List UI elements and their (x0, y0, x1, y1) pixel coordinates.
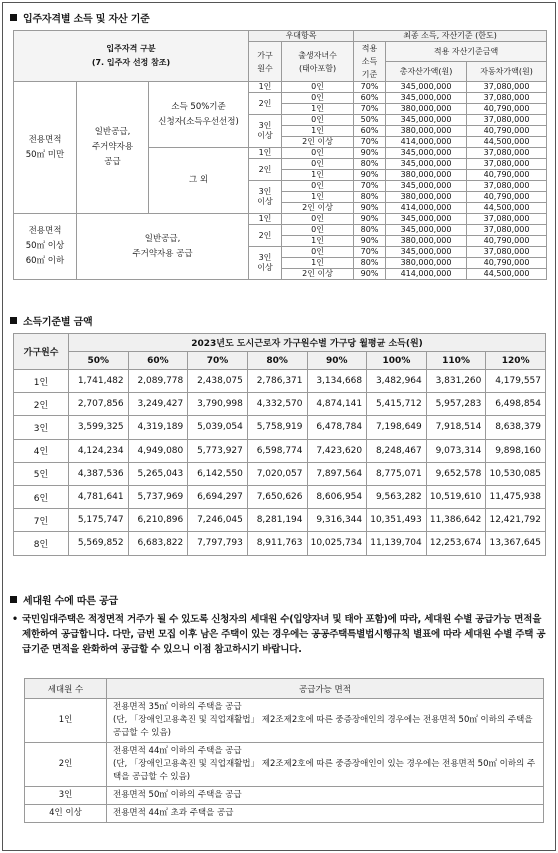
percent-cell: 70% (354, 247, 386, 258)
apply-income-header: 적용소득기준 (354, 42, 386, 82)
hh-cell: 2인 (249, 93, 282, 115)
percent-cell: 70% (354, 104, 386, 115)
table-row (14, 532, 546, 555)
income-cell: 5,265,043 (128, 462, 188, 485)
pref-header: 우대항목 (249, 31, 354, 42)
income-cell: 9,563,282 (367, 485, 427, 508)
area-main-text: 전용면적 50㎡ 이하의 주택을 공급 (113, 790, 242, 800)
income-cell: 12,253,674 (426, 532, 486, 555)
hh-cell: 3인 이상 (249, 115, 282, 148)
percent-header: 90% (307, 352, 367, 370)
children-cell: 0인 (282, 247, 354, 258)
income-cell: 7,797,793 (188, 532, 248, 555)
group-a-priority: 소득 50%기준 신청자(소득우선선정) (149, 82, 249, 148)
area-main-text: 전용면적 35㎡ 이하의 주택을 공급 (113, 702, 242, 712)
children-cell: 0인 (282, 93, 354, 104)
area-note-text: (단, 「장애인고용촉진 및 직업재활법」 제2조제2호에 따른 중증장애인의 경우에는 전용면적 50㎡ 이하의 주택을 공급할 수 있음) (113, 715, 533, 738)
percent-cell: 90% (354, 214, 386, 225)
income-amount-table (13, 333, 546, 556)
members-cell: 4인 이상 (25, 805, 107, 823)
income-cell: 5,175,747 (69, 509, 129, 532)
asset-cell: 414,000,000 (386, 203, 467, 214)
household-cell: 2인 (14, 393, 69, 416)
children-cell: 0인 (282, 159, 354, 170)
children-cell: 0인 (282, 148, 354, 159)
income-cell: 7,020,057 (247, 462, 307, 485)
asset-cell: 380,000,000 (386, 236, 467, 247)
table-row (14, 416, 546, 439)
household-col-header: 가구원수 (14, 334, 69, 370)
income-cell: 10,025,734 (307, 532, 367, 555)
percent-cell: 90% (354, 269, 386, 280)
car-cell: 40,790,000 (467, 258, 547, 269)
income-cell: 4,874,141 (307, 393, 367, 416)
members-cell: 2인 (25, 743, 107, 787)
car-cell: 44,500,000 (467, 137, 547, 148)
car-cell: 37,080,000 (467, 225, 547, 236)
income-cell: 4,387,536 (69, 462, 129, 485)
income-cell: 8,281,194 (247, 509, 307, 532)
income-cell: 2,089,778 (128, 370, 188, 393)
income-cell: 10,519,610 (426, 485, 486, 508)
income-cell: 7,918,514 (426, 416, 486, 439)
percent-cell: 80% (354, 192, 386, 203)
car-cell: 44,500,000 (467, 269, 547, 280)
income-cell: 6,478,784 (307, 416, 367, 439)
table-row (25, 743, 544, 787)
area-cell (107, 743, 544, 787)
income-asset-table (13, 30, 547, 280)
household-cell: 8인 (14, 532, 69, 555)
household-cell: 1인 (14, 370, 69, 393)
car-cell: 40,790,000 (467, 192, 547, 203)
income-cell: 8,248,467 (367, 439, 427, 462)
asset-cell: 345,000,000 (386, 115, 467, 126)
income-cell: 5,415,712 (367, 393, 427, 416)
group-a-area: 전용면적 50㎡ 미만 (14, 82, 77, 214)
income-cell: 7,423,620 (307, 439, 367, 462)
children-cell: 2인 이상 (282, 203, 354, 214)
percent-header: 80% (247, 352, 307, 370)
table-row (25, 787, 544, 805)
income-cell: 5,039,054 (188, 416, 248, 439)
income-cell: 5,758,919 (247, 416, 307, 439)
income-cell: 6,694,297 (188, 485, 248, 508)
income-cell: 8,775,071 (367, 462, 427, 485)
group-a-supply: 일반공급, 주거약자용 공급 (77, 82, 149, 214)
income-cell: 8,638,379 (486, 416, 546, 439)
car-cell: 37,080,000 (467, 82, 547, 93)
table-row (14, 370, 546, 393)
income-cell: 3,249,427 (128, 393, 188, 416)
section3-title-text: 세대원 수에 따른 공급 (23, 596, 118, 607)
percent-cell: 70% (354, 137, 386, 148)
income-cell: 4,332,570 (247, 393, 307, 416)
percent-cell: 60% (354, 126, 386, 137)
children-cell: 0인 (282, 82, 354, 93)
area-main-text: 전용면적 44㎡ 이하의 주택을 공급 (113, 746, 242, 756)
hh-cell: 1인 (249, 148, 282, 159)
apply-asset-header: 적용 자산기준금액 (386, 42, 547, 62)
hh-cell: 3인 이상 (249, 247, 282, 280)
children-cell: 0인 (282, 225, 354, 236)
notice-paragraph (10, 612, 550, 657)
children-cell: 1인 (282, 104, 354, 115)
asset-cell: 345,000,000 (386, 214, 467, 225)
asset-cell: 345,000,000 (386, 159, 467, 170)
income-cell: 3,599,325 (69, 416, 129, 439)
income-cell: 12,421,792 (486, 509, 546, 532)
percent-header: 50% (69, 352, 129, 370)
income-cell: 9,316,344 (307, 509, 367, 532)
income-group-header: 2023년도 도시근로자 가구원수별 가구당 월평균 소득(원) (69, 334, 546, 352)
asset-cell: 380,000,000 (386, 126, 467, 137)
percent-cell: 90% (354, 203, 386, 214)
car-cell: 37,080,000 (467, 247, 547, 258)
bullet-dot-icon: • (12, 614, 18, 625)
income-cell: 11,386,642 (426, 509, 486, 532)
car-value-header: 자동차가액(원) (467, 62, 547, 82)
children-cell: 1인 (282, 236, 354, 247)
car-cell: 40,790,000 (467, 104, 547, 115)
car-cell: 40,790,000 (467, 170, 547, 181)
household-cell: 4인 (14, 439, 69, 462)
asset-cell: 380,000,000 (386, 104, 467, 115)
income-cell: 4,319,189 (128, 416, 188, 439)
total-asset-header: 총자산가액(원) (386, 62, 467, 82)
income-cell: 6,498,854 (486, 393, 546, 416)
percent-header: 60% (128, 352, 188, 370)
asset-cell: 345,000,000 (386, 181, 467, 192)
car-cell: 37,080,000 (467, 93, 547, 104)
children-cell: 1인 (282, 170, 354, 181)
section1-title (10, 10, 150, 25)
members-cell: 1인 (25, 699, 107, 743)
group-a-others: 그 외 (149, 148, 249, 214)
car-cell: 37,080,000 (467, 115, 547, 126)
table-row (14, 509, 546, 532)
asset-cell: 345,000,000 (386, 82, 467, 93)
income-cell: 13,367,645 (486, 532, 546, 555)
section3-title (10, 592, 118, 607)
section2-title-text: 소득기준별 금액 (23, 317, 93, 328)
income-cell: 7,198,649 (367, 416, 427, 439)
income-cell: 2,707,856 (69, 393, 129, 416)
income-cell: 4,179,557 (486, 370, 546, 393)
children-cell: 2인 이상 (282, 137, 354, 148)
members-col-header: 세대원 수 (25, 679, 107, 699)
income-cell: 11,475,938 (486, 485, 546, 508)
household-cell: 7인 (14, 509, 69, 532)
income-cell: 4,124,234 (69, 439, 129, 462)
household-cell: 3인 (14, 416, 69, 439)
income-cell: 1,741,482 (69, 370, 129, 393)
percent-cell: 80% (354, 225, 386, 236)
asset-cell: 414,000,000 (386, 137, 467, 148)
income-cell: 2,786,371 (247, 370, 307, 393)
children-cell: 1인 (282, 126, 354, 137)
income-cell: 6,683,822 (128, 532, 188, 555)
table-row (14, 393, 546, 416)
household-header: 가구원수 (249, 42, 282, 82)
table-row (14, 462, 546, 485)
percent-header: 120% (486, 352, 546, 370)
income-cell: 3,482,964 (367, 370, 427, 393)
income-cell: 6,142,550 (188, 462, 248, 485)
hh-cell: 2인 (249, 159, 282, 181)
income-cell: 11,139,704 (367, 532, 427, 555)
section2-title (10, 313, 93, 328)
asset-cell: 380,000,000 (386, 258, 467, 269)
car-cell: 40,790,000 (467, 126, 547, 137)
percent-cell: 90% (354, 170, 386, 181)
asset-cell: 345,000,000 (386, 148, 467, 159)
car-cell: 37,080,000 (467, 181, 547, 192)
square-bullet-icon (10, 317, 17, 324)
area-col-header: 공급가능 면적 (107, 679, 544, 699)
percent-cell: 70% (354, 181, 386, 192)
asset-cell: 414,000,000 (386, 269, 467, 280)
income-cell: 10,530,085 (486, 462, 546, 485)
asset-cell: 345,000,000 (386, 247, 467, 258)
members-cell: 3인 (25, 787, 107, 805)
income-cell: 9,073,314 (426, 439, 486, 462)
children-cell: 1인 (282, 258, 354, 269)
percent-cell: 70% (354, 82, 386, 93)
table-row (25, 805, 544, 823)
percent-cell: 90% (354, 236, 386, 247)
income-cell: 5,569,852 (69, 532, 129, 555)
percent-header-row (14, 352, 546, 370)
children-header: 출생자녀수 (태아포함) (282, 42, 354, 82)
section1-title-text: 입주자격별 소득 및 자산 기준 (23, 14, 150, 25)
hh-cell: 3인 이상 (249, 181, 282, 214)
area-cell (107, 805, 544, 823)
final-header: 최종 소득, 자산기준 (한도) (354, 31, 547, 42)
qual-header: 입주자격 구분 (7. 입주자 선정 참조) (14, 31, 249, 82)
hh-cell: 2인 (249, 225, 282, 247)
income-cell: 7,650,626 (247, 485, 307, 508)
hh-cell: 1인 (249, 214, 282, 225)
square-bullet-icon (10, 596, 17, 603)
car-cell: 37,080,000 (467, 214, 547, 225)
table-row (25, 699, 544, 743)
income-cell: 4,949,080 (128, 439, 188, 462)
household-cell: 5인 (14, 462, 69, 485)
percent-header: 110% (426, 352, 486, 370)
income-cell: 3,134,668 (307, 370, 367, 393)
table-row (14, 439, 546, 462)
income-cell: 9,652,578 (426, 462, 486, 485)
income-cell: 4,781,641 (69, 485, 129, 508)
area-note-text: (단, 「장애인고용촉진 및 직업재활법」 제2조제2호에 따른 중증장애인이 있는 경우에는 전용면적 50㎡ 이하의 주택을 공급할 수 있음) (113, 759, 536, 782)
percent-header: 70% (188, 352, 248, 370)
area-cell (107, 699, 544, 743)
income-cell: 6,598,774 (247, 439, 307, 462)
children-cell: 0인 (282, 181, 354, 192)
household-supply-table (24, 678, 544, 823)
asset-cell: 345,000,000 (386, 225, 467, 236)
group-b-supply: 일반공급, 주거약자용 공급 (77, 214, 249, 280)
percent-cell: 80% (354, 159, 386, 170)
children-cell: 0인 (282, 115, 354, 126)
income-cell: 3,790,998 (188, 393, 248, 416)
group-b-area: 전용면적 50㎡ 이상 60㎡ 이하 (14, 214, 77, 280)
income-cell: 2,438,075 (188, 370, 248, 393)
percent-header: 100% (367, 352, 427, 370)
car-cell: 40,790,000 (467, 236, 547, 247)
income-cell: 7,897,564 (307, 462, 367, 485)
area-cell (107, 787, 544, 805)
income-cell: 8,606,954 (307, 485, 367, 508)
asset-cell: 380,000,000 (386, 192, 467, 203)
income-cell: 8,911,763 (247, 532, 307, 555)
children-cell: 0인 (282, 214, 354, 225)
income-cell: 10,351,493 (367, 509, 427, 532)
car-cell: 37,080,000 (467, 148, 547, 159)
percent-cell: 60% (354, 93, 386, 104)
car-cell: 44,500,000 (467, 203, 547, 214)
income-cell: 5,737,969 (128, 485, 188, 508)
hh-cell: 1인 (249, 82, 282, 93)
asset-cell: 380,000,000 (386, 170, 467, 181)
income-cell: 9,898,160 (486, 439, 546, 462)
car-cell: 37,080,000 (467, 159, 547, 170)
income-cell: 7,246,045 (188, 509, 248, 532)
children-cell: 1인 (282, 192, 354, 203)
children-cell: 2인 이상 (282, 269, 354, 280)
income-cell: 6,210,896 (128, 509, 188, 532)
percent-cell: 80% (354, 258, 386, 269)
income-cell: 5,957,283 (426, 393, 486, 416)
square-bullet-icon (10, 14, 17, 21)
income-cell: 5,773,927 (188, 439, 248, 462)
household-cell: 6인 (14, 485, 69, 508)
percent-cell: 90% (354, 148, 386, 159)
asset-cell: 345,000,000 (386, 93, 467, 104)
area-main-text: 전용면적 44㎡ 초과 주택을 공급 (113, 808, 234, 818)
income-cell: 3,831,260 (426, 370, 486, 393)
notice-text: 국민임대주택은 적정면적 거주가 될 수 있도록 신청자의 세대원 수(입양자녀 및 태아 포함)에 따라, 세대원 수별 공급가능 면적을 제한하여 공급합니다. 다만, 금번 모집 이후 남은 주택이 있는 경우에는 공공주택특별법시행규칙 별표에 따라 세대원 수별 주택 공급기준 면적을 완화하여 공급할 수 있으니 이점 참고하시기 바랍니다. (22, 614, 546, 655)
table-row (14, 485, 546, 508)
percent-cell: 50% (354, 115, 386, 126)
